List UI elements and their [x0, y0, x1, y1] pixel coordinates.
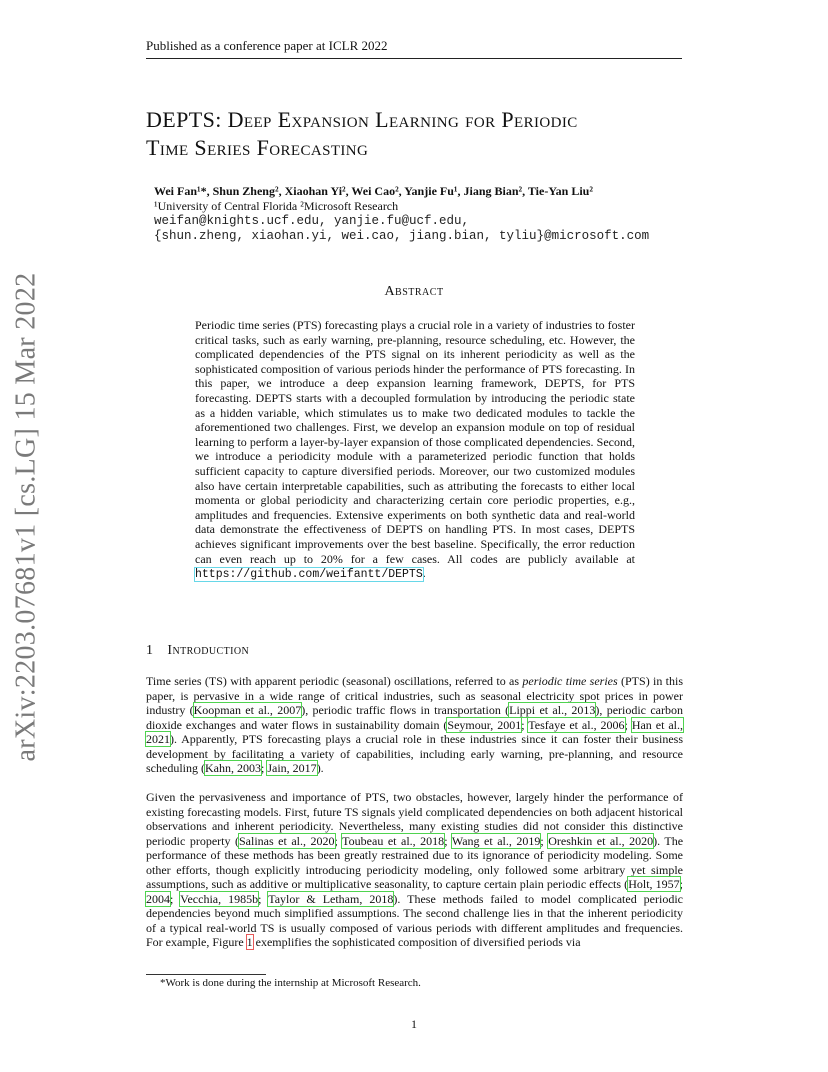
citation-link[interactable]: Han et al., 2021 — [146, 717, 683, 746]
abstract-body: Periodic time series (PTS) forecasting plays a crucial role in a variety of industries to foster critical tasks, such as early warning, pre-planning, resource scheduling, etc. However, the complicated dependencies of the PTS signal on its inherent periodicity as well as the sophisticated composition of various periods hinder the performance of PTS forecasting. In this paper, we introduce a deep expansion learning framework, DEPTS, for PTS forecasting. DEPTS starts with a decoupled formulation by introducing the periodic state as a hidden variable, which stimulates us to make two dedicated modules to tackle the aforementioned two challenges. First, we develop an expansion module on top of residual learning to perform a layer-by-layer expansion of those complicated dependencies. Second, we introduce a periodicity module with a parameterized periodic function that holds sufficient capacity to capture diversified periods. Moreover, our two customized modules also have certain interpretable capabilities, such as attributing the forecasts to either local momenta or global periodicity and characterizing certain core periodic properties, e.g., amplitudes and frequencies. Extensive experiments on both synthetic data and real-world data demonstrate the effectiveness of DEPTS on handling PTS. In most cases, DEPTS achieves significant improvements over the best baseline. Specifically, the error reduction can even reach up to 20% for a few cases. All codes are publicly available at https://github.com/weifantt/DEPTS. — [195, 318, 635, 582]
intro-paragraph-1 — [146, 674, 683, 776]
section-title: Introduction — [167, 643, 250, 658]
text: ; — [170, 891, 181, 906]
text: ), periodic traffic flows in transportation ( — [301, 703, 510, 717]
footnote-rule — [146, 974, 266, 975]
title-line-1: DEPTS: Deep Expansion Learning for Periodic — [146, 107, 578, 132]
text: ). These methods failed to model complicated periodic dependencies beyond much simplified assumptions. The second challenge lies in that the inherent periodicity of a typical real-world TS is usually composed of various periods with different amplitudes and frequencies. For example, Figure — [146, 891, 683, 949]
citation-link[interactable]: Holt, 1957 — [628, 877, 680, 891]
email-line-2: {shun.zheng, xiaohan.yi, wei.cao, jiang.bian, tyliu}@microsoft.com — [154, 229, 650, 243]
section-number: 1 — [146, 643, 154, 658]
email-line-1: weifan@knights.ucf.edu, yanjie.fu@ucf.edu, — [154, 214, 470, 228]
text: ), periodic carbon dioxide exchanges and water flows in sustainability domain ( — [146, 703, 683, 732]
citation-link[interactable]: Kahn, 2003 — [205, 761, 261, 775]
footnote: *Work is done during the internship at Microsoft Research. — [160, 977, 421, 989]
citation-link[interactable]: Wang et al., 2019 — [451, 833, 541, 848]
arxiv-stamp-text: arXiv:2203.07681v1 [cs.LG] 15 Mar 2022 — [10, 272, 42, 762]
running-header: Published as a conference paper at ICLR 2022 — [146, 38, 682, 59]
abstract-heading: Abstract — [384, 284, 444, 299]
page-number: 1 — [411, 1017, 417, 1031]
citation-link[interactable]: Lippi et al., 2013 — [509, 703, 596, 717]
citation-link[interactable]: Seymour, 2001 — [447, 717, 522, 732]
citation-link[interactable]: Vecchia, 1985b — [180, 891, 259, 906]
text: ; — [261, 761, 268, 775]
citation-link[interactable]: Salinas et al., 2020 — [239, 833, 335, 848]
author-names: Wei Fan¹*, Shun Zheng², Xiaohan Yi², Wei Cao², Yanjie Fu¹, Jiang Bian², Tie-Yan Liu² — [154, 184, 593, 198]
text: ). The performance of these methods has been greatly restrained due to its ignorance of periodicity modeling. Some other efforts, though explicitly introducing periodicity modeling, only followed some arbitrary yet simple assumptions, such as additive or multiplicative seasonality, to capture certain plain periodic effects ( — [146, 833, 684, 891]
text: ; — [624, 717, 632, 732]
abstract-text: Periodic time series (PTS) forecasting plays a crucial role in a variety of industries to foster critical tasks, such as early warning, pre-planning, resource scheduling, etc. However, the complicated dependencies of the PTS signal on its inherent periodicity as well as the sophisticated composition of various periods hinder the performance of PTS forecasting. In this paper, we introduce a deep expansion learning framework, DEPTS, for PTS forecasting. DEPTS starts with a decoupled formulation by introducing the periodic state as a hidden variable, which stimulates us to make two dedicated modules to tackle the aforementioned two challenges. First, we develop an expansion module on top of residual learning to perform a layer-by-layer expansion of those complicated dependencies. Second, we introduce a periodicity module with a parameterized periodic function that holds sufficient capacity to capture diversified periods. Moreover, our two customized modules also have certain interpretable capabilities, such as attributing the forecasts to either local momenta or global periodicity and characterizing certain core periodic properties, e.g., amplitudes and frequencies. Extensive experiments on both synthetic data and real-world data demonstrate the effectiveness of DEPTS on handling PTS. In most cases, DEPTS achieves significant improvements over the best baseline. Specifically, the error reduction can even reach up to 20% for a few cases. All codes are publicly available at — [195, 318, 635, 566]
text: ; — [444, 833, 452, 848]
text: ; — [521, 717, 529, 732]
text: ; — [679, 877, 683, 891]
citation-link[interactable]: Jain, 2017 — [267, 761, 317, 775]
text: Time series (TS) with apparent periodic (seasonal) oscillations, referred to as — [146, 674, 523, 688]
figure-link[interactable]: 1 — [246, 935, 253, 949]
code-link[interactable]: https://github.com/weifantt/DEPTS — [195, 568, 423, 582]
text: exemplifies the sophisticated composition of diversified periods via — [252, 935, 581, 949]
author-block — [154, 184, 694, 244]
citation-link[interactable]: Koopman et al., 2007 — [193, 703, 302, 717]
text: ; — [540, 833, 549, 848]
text: ; — [258, 891, 269, 906]
text: ). Apparently, PTS forecasting plays a crucial role in these industries since it can foster their business development by facilitating a variety of capabilities, including early warning, pre-planning, and resource scheduling ( — [146, 732, 683, 775]
arxiv-stamp — [6, 272, 46, 762]
citation-link[interactable]: Taylor & Letham, 2018 — [268, 891, 394, 906]
citation-link[interactable]: Oreshkin et al., 2020 — [548, 833, 654, 848]
affiliations: ¹University of Central Florida ²Microsoft Research — [154, 199, 399, 213]
citation-link[interactable]: Toubeau et al., 2018 — [342, 833, 445, 848]
section-heading-introduction — [146, 643, 249, 659]
citation-link[interactable]: 2004 — [146, 891, 170, 906]
text: (PTS) in this paper, is pervasive in a wide range of critical industries, such as seasonal electricity spot prices in power industry ( — [146, 674, 684, 717]
title-line-2: Time Series Forecasting — [146, 135, 369, 160]
paper-title — [146, 106, 706, 162]
citation-link[interactable]: Tesfaye et al., 2006 — [528, 717, 625, 732]
emphasis: periodic time series — [522, 674, 618, 688]
intro-paragraph-2 — [146, 790, 683, 950]
text: ; — [334, 833, 343, 848]
text: ). — [316, 761, 324, 775]
text: Given the pervasiveness and importance of PTS, two obstacles, however, largely hinder the performance of existing forecasting models. First, future TS signals yield complicated dependencies on both adjacent historical observations and inherent periodicity. Nevertheless, many existing studies did not consider this distinctive periodic property ( — [146, 790, 683, 848]
